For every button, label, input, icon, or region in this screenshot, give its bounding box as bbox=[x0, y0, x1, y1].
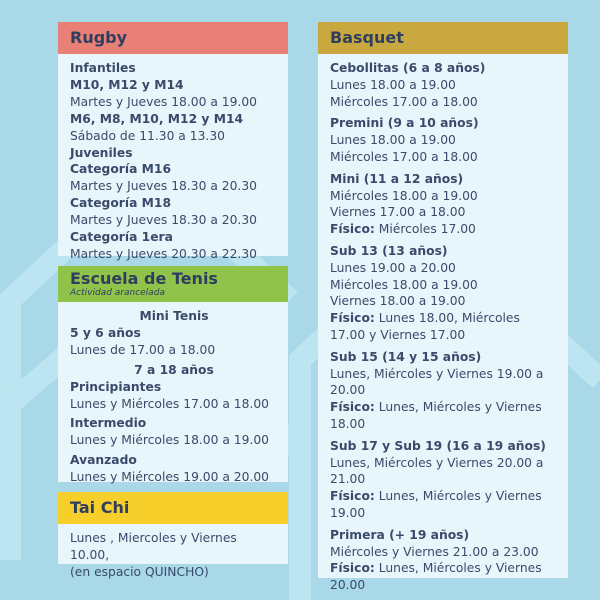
fisico-value: Lunes, Miércoles y Viernes 18.00 bbox=[330, 400, 542, 431]
rugby-time: Martes y Jueves 18.30 a 20.30 bbox=[70, 213, 257, 228]
tenis-principiantes-schedule: Lunes y Miércoles 17.00 a 18.00 bbox=[70, 396, 270, 411]
rugby-time: Martes y Jueves 20.30 a 22.30 bbox=[70, 246, 257, 261]
rugby-time: Sábado de 11.30 a 13.30 bbox=[70, 128, 225, 143]
rugby-panel bbox=[58, 22, 288, 261]
taichi-line-1: Lunes , Miercoles y Viernes 10.00, bbox=[70, 531, 237, 562]
basquet-group-time: Lunes 19.00 a 20.00 bbox=[330, 260, 456, 275]
rugby-category: Categoría 1era bbox=[70, 230, 173, 245]
basquet-group-fisico bbox=[330, 399, 558, 433]
basquet-group-time: Miércoles 18.00 a 19.00 bbox=[330, 188, 478, 203]
rugby-title: Rugby bbox=[58, 22, 288, 54]
fisico-value: Lunes, Miércoles y Viernes 19.00 bbox=[330, 489, 542, 520]
tenis-intermedio-schedule: Lunes y Miércoles 18.00 a 19.00 bbox=[70, 433, 270, 448]
basquet-panel bbox=[318, 22, 568, 593]
tenis-title: Escuela de Tenis bbox=[70, 269, 218, 288]
basquet-group-name: Mini (11 a 12 años) bbox=[330, 171, 464, 186]
tenis-avanzado-schedule: Lunes y Miércoles 19.00 a 20.00 bbox=[70, 470, 270, 485]
tenis-intermedio: Intermedio bbox=[70, 416, 147, 431]
basquet-group-name: Primera (+ 19 años) bbox=[330, 527, 470, 542]
basquet-group bbox=[330, 60, 558, 110]
rugby-category: Juveniles bbox=[70, 145, 133, 160]
basquet-group-fisico bbox=[330, 560, 558, 594]
fisico-value: Lunes, Miércoles y Viernes 20.00 bbox=[330, 561, 542, 593]
basquet-group-fisico bbox=[330, 310, 558, 344]
fisico-value: Lunes 18.00, Miércoles 17.00 y Viernes 17.00 bbox=[330, 311, 520, 342]
basquet-group-time: Lunes, Miércoles y Viernes 19.00 a 20.00 bbox=[330, 366, 544, 398]
basquet-group bbox=[330, 115, 558, 165]
basquet-group-time: Miércoles 18.00 a 19.00 bbox=[330, 277, 478, 292]
tenis-panel bbox=[58, 266, 288, 485]
basquet-group-name: Cebollitas (6 a 8 años) bbox=[330, 61, 486, 75]
basquet-group bbox=[330, 527, 558, 594]
tenis-avanzado: Avanzado bbox=[70, 453, 137, 468]
tenis-age-group-2: 7 a 18 años bbox=[134, 362, 214, 377]
basquet-group-time: Lunes 18.00 a 19.00 bbox=[330, 77, 456, 92]
tenis-age-group-1-schedule: Lunes de 17.00 a 18.00 bbox=[70, 342, 216, 357]
rugby-category: Categoría M18 bbox=[70, 196, 171, 211]
basquet-group-time: Miércoles y Viernes 21.00 a 23.00 bbox=[330, 544, 539, 559]
fisico-label: Físico: bbox=[330, 311, 375, 326]
basquet-group bbox=[330, 171, 558, 238]
basquet-group-time: Viernes 17.00 a 18.00 bbox=[330, 205, 466, 220]
basquet-group-fisico bbox=[330, 221, 558, 238]
taichi-panel bbox=[58, 492, 288, 579]
basquet-title: Basquet bbox=[318, 22, 568, 54]
basquet-group bbox=[330, 438, 558, 522]
tenis-principiantes: Principiantes bbox=[70, 379, 162, 394]
tenis-mini-heading: Mini Tenis bbox=[139, 309, 209, 323]
rugby-category: Infantiles bbox=[70, 61, 136, 75]
basquet-group-name: Premini (9 a 10 años) bbox=[330, 116, 479, 131]
rugby-time: Martes y Jueves 18.30 a 20.30 bbox=[70, 179, 257, 194]
basquet-group-fisico bbox=[330, 488, 558, 522]
rugby-time: Martes y Jueves 18.00 a 19.00 bbox=[70, 94, 257, 109]
tenis-subtitle: Actividad arancelada bbox=[70, 288, 165, 298]
basquet-group-name: Sub 13 (13 años) bbox=[330, 243, 448, 258]
taichi-schedule bbox=[58, 524, 288, 587]
fisico-label: Físico: bbox=[330, 561, 375, 576]
tenis-header bbox=[58, 266, 288, 302]
basquet-group-time: Lunes, Miércoles y Viernes 20.00 a 21.00 bbox=[330, 455, 544, 487]
fisico-label: Físico: bbox=[330, 489, 375, 504]
basquet-schedule bbox=[318, 54, 568, 600]
rugby-schedule bbox=[58, 54, 288, 269]
basquet-group-time: Miércoles 17.00 a 18.00 bbox=[330, 94, 478, 109]
taichi-title: Tai Chi bbox=[58, 492, 288, 524]
tenis-schedule bbox=[58, 302, 288, 492]
basquet-group bbox=[330, 243, 558, 344]
rugby-category: M10, M12 y M14 bbox=[70, 77, 184, 92]
fisico-value: Miércoles 17.00 bbox=[374, 222, 476, 237]
fisico-label: Físico: bbox=[330, 400, 375, 415]
basquet-group-name: Sub 17 y Sub 19 (16 a 19 años) bbox=[330, 438, 546, 453]
rugby-category: Categoría M16 bbox=[70, 162, 171, 177]
basquet-group-time: Viernes 18.00 a 19.00 bbox=[330, 294, 466, 309]
fisico-label: Físico: bbox=[330, 222, 375, 237]
basquet-group-time: Lunes 18.00 a 19.00 bbox=[330, 133, 456, 148]
rugby-category: M6, M8, M10, M12 y M14 bbox=[70, 111, 244, 126]
basquet-group-time: Miércoles 17.00 a 18.00 bbox=[330, 149, 478, 164]
basquet-group bbox=[330, 349, 558, 433]
tenis-age-group-1: 5 y 6 años bbox=[70, 325, 141, 340]
basquet-group-name: Sub 15 (14 y 15 años) bbox=[330, 349, 482, 364]
taichi-line-2: (en espacio QUINCHO) bbox=[70, 564, 209, 579]
